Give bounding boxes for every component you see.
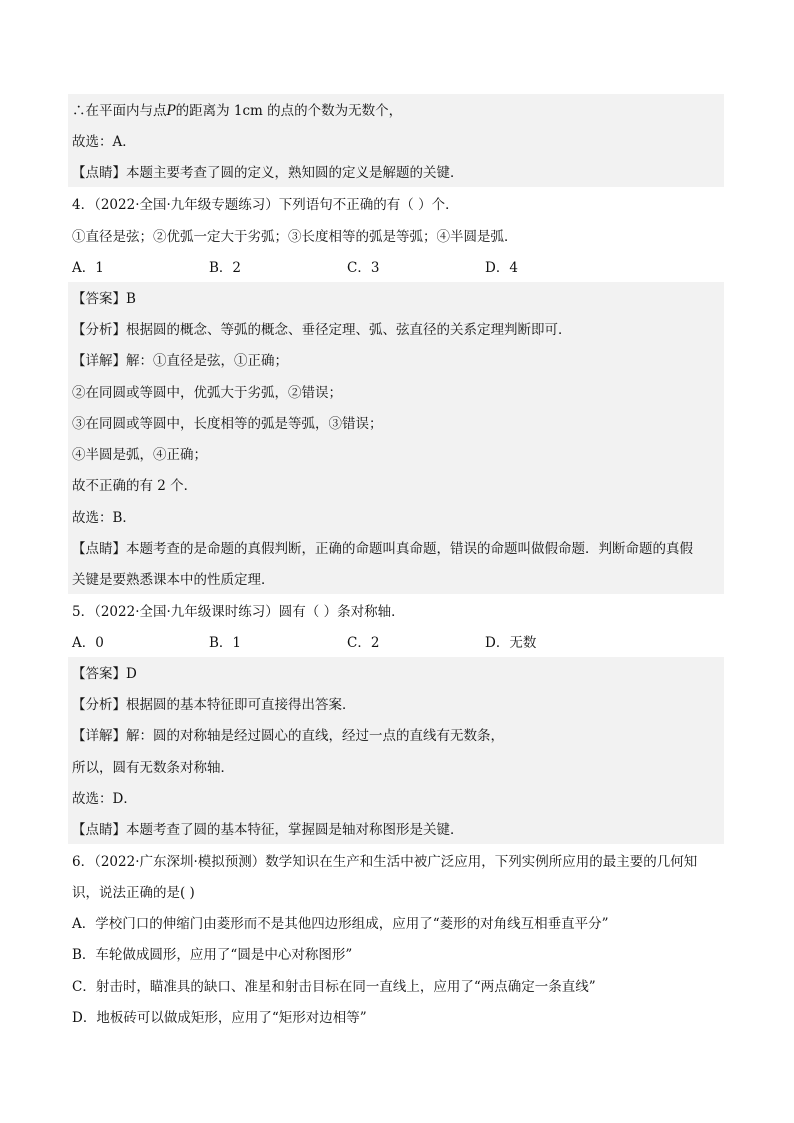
q5-stem: 5．（2022·全国·九年级课时练习）圆有（ ）条对称轴． (72, 604, 405, 620)
q5-option-d: D．无数 (485, 635, 537, 651)
q4-comment-1: 【点睛】本题考查的是命题的真假判断，正确的命题叫真命题，错误的命题叫做假命题．判断命题的真假 (72, 541, 693, 557)
q6-option-b: B．车轮做成圆形，应用了“圆是中心对称图形” (72, 947, 353, 963)
q3-comment-line: 【点睛】本题主要考查了圆的定义，熟知圆的定义是解题的关键． (72, 165, 464, 181)
q6-stem-2: 识，说法正确的是( ) (72, 885, 195, 901)
q4-choose: 故选：B． (72, 510, 136, 526)
q6-stem-1: 6．（2022·广东深圳·模拟预测）数学知识在生产和生活中被广泛应用，下列实例所应用的最主要的几何知 (72, 854, 698, 870)
q6-option-c: C．射击时，瞄准具的缺口、准星和射击目标在同一直线上，应用了“两点确定一条直线” (72, 979, 596, 995)
q4-detail-3: ③在同圆或等圆中，长度相等的弧是等弧，③错误； (72, 416, 383, 432)
q6-option-a: A．学校门口的伸缩门由菱形而不是其他四边形组成，应用了“菱形的对角线互相垂直平分” (72, 916, 609, 932)
q5-detail-2: 所以，圆有无数条对称轴． (72, 760, 234, 776)
q5-option-c: C．2 (347, 635, 380, 651)
q5-comment: 【点睛】本题考查了圆的基本特征，掌握圆是轴对称图形是关键． (72, 822, 464, 838)
q4-answer: 【答案】B (72, 291, 136, 307)
q5-analysis: 【分析】根据圆的基本特征即可直接得出答案． (72, 697, 356, 713)
q4-stem: 4．（2022·全国·九年级专题练习）下列语句不正确的有（ ）个． (72, 197, 459, 213)
q5-answer: 【答案】D (72, 666, 137, 682)
q4-detail-5: 故不正确的有 2 个． (72, 478, 198, 494)
q5-option-a: A．0 (72, 635, 104, 651)
q4-option-b: B．2 (209, 260, 242, 276)
q4-option-a: A．1 (72, 260, 104, 276)
q4-analysis: 【分析】根据圆的概念、等弧的概念、垂径定理、弧、弦直径的关系定理判断即可． (72, 322, 572, 338)
q4-comment-2: 关键是要熟悉课本中的性质定理． (72, 572, 275, 588)
q4-option-c: C．3 (347, 260, 380, 276)
point-variable: P (166, 103, 176, 119)
q5-choose: 故选：D． (72, 791, 137, 807)
q4-detail-4: ④半圆是弧，④正确； (72, 447, 207, 463)
q4-statements: ①直径是弦；②优弧一定大于劣弧；③长度相等的弧是等弧；④半圆是弧． (72, 229, 518, 245)
q5-detail-1: 【详解】解：圆的对称轴是经过圆心的直线，经过一点的直线有无数条， (72, 728, 504, 744)
q4-detail-2: ②在同圆或等圆中，优弧大于劣弧，②错误； (72, 385, 342, 401)
q3-conclusion-line: ∴在平面内与点P的距离为 1cm 的点的个数为无数个， (72, 103, 403, 119)
q4-option-d: D．4 (485, 260, 518, 276)
q3-choose-line: 故选：A． (72, 134, 136, 150)
q4-detail-1: 【详解】解：①直径是弦，①正确； (72, 353, 288, 369)
solution-block-q5 (68, 657, 724, 844)
q5-option-b: B．1 (209, 635, 242, 651)
q6-option-d: D．地板砖可以做成矩形，应用了“矩形对边相等” (72, 1010, 367, 1026)
